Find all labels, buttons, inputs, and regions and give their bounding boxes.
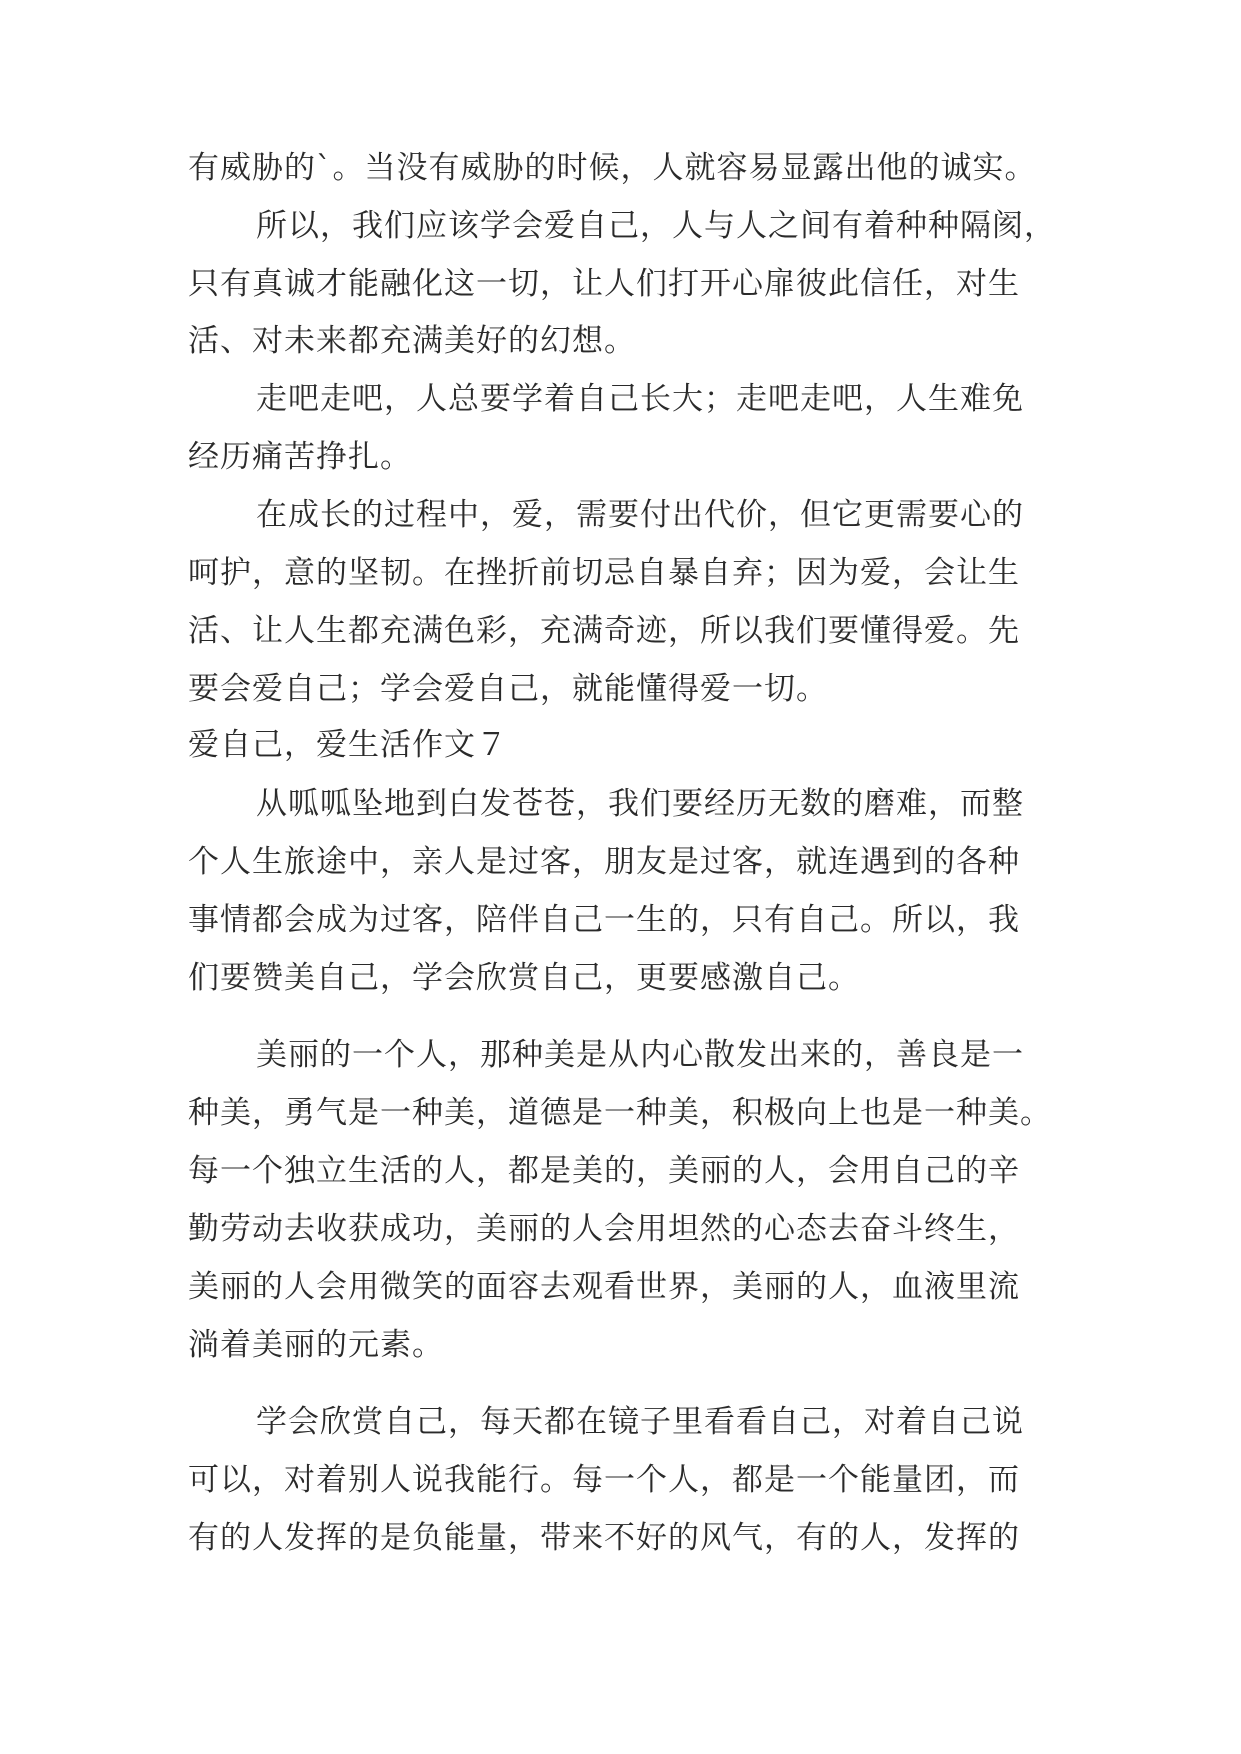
paragraph-start-line: 从呱呱坠地到白发苍苍，我们要经历无数的磨难，而整 bbox=[256, 786, 1024, 822]
text-line: 活、对未来都充满美好的幻想。 bbox=[188, 323, 636, 359]
text-line: 事情都会成为过客，陪伴自己一生的，只有自己。所以，我 bbox=[188, 902, 1020, 938]
text-line: 经历痛苦挣扎。 bbox=[188, 439, 412, 475]
paragraph-start-line: 走吧走吧，人总要学着自己长大；走吧走吧，人生难免 bbox=[256, 381, 1024, 417]
text-line: 可以，对着别人说我能行。每一个人，都是一个能量团，而 bbox=[188, 1462, 1020, 1498]
text-line: 有威胁的`。当没有威胁的时候，人就容易显露出他的诚实。 bbox=[188, 150, 1037, 186]
paragraph-start-line: 学会欣赏自己，每天都在镜子里看看自己，对着自己说 bbox=[256, 1404, 1024, 1440]
text-line: 有的人发挥的是负能量，带来不好的风气，有的人，发挥的 bbox=[188, 1520, 1020, 1556]
text-line: 个人生旅途中，亲人是过客，朋友是过客，就连遇到的各种 bbox=[188, 844, 1020, 880]
text-line: 只有真诚才能融化这一切，让人们打开心扉彼此信任，对生 bbox=[188, 266, 1020, 302]
text-line: 们要赞美自己，学会欣赏自己，更要感激自己。 bbox=[188, 960, 860, 996]
paragraph-start-line: 美丽的一个人，那种美是从内心散发出来的，善良是一 bbox=[256, 1037, 1024, 1073]
text-line: 呵护，意的坚韧。在挫折前切忌自暴自弃；因为爱，会让生 bbox=[188, 555, 1020, 591]
text-line: 要会爱自己；学会爱自己，就能懂得爱一切。 bbox=[188, 671, 828, 707]
text-line: 勤劳动去收获成功，美丽的人会用坦然的心态去奋斗终生， bbox=[188, 1211, 1020, 1247]
section-heading: 爱自己，爱生活作文７ bbox=[188, 727, 508, 763]
text-line: 美丽的人会用微笑的面容去观看世界，美丽的人，血液里流 bbox=[188, 1269, 1020, 1305]
text-line: 每一个独立生活的人，都是美的，美丽的人，会用自己的辛 bbox=[188, 1153, 1020, 1189]
paragraph-start-line: 所以，我们应该学会爱自己，人与人之间有着种种隔阂， bbox=[256, 208, 1056, 244]
text-line: 活、让人生都充满色彩，充满奇迹，所以我们要懂得爱。先 bbox=[188, 613, 1020, 649]
text-line: 淌着美丽的元素。 bbox=[188, 1327, 444, 1363]
text-line: 种美，勇气是一种美，道德是一种美，积极向上也是一种美。 bbox=[188, 1095, 1052, 1131]
paragraph-start-line: 在成长的过程中，爱，需要付出代价，但它更需要心的 bbox=[256, 497, 1024, 533]
